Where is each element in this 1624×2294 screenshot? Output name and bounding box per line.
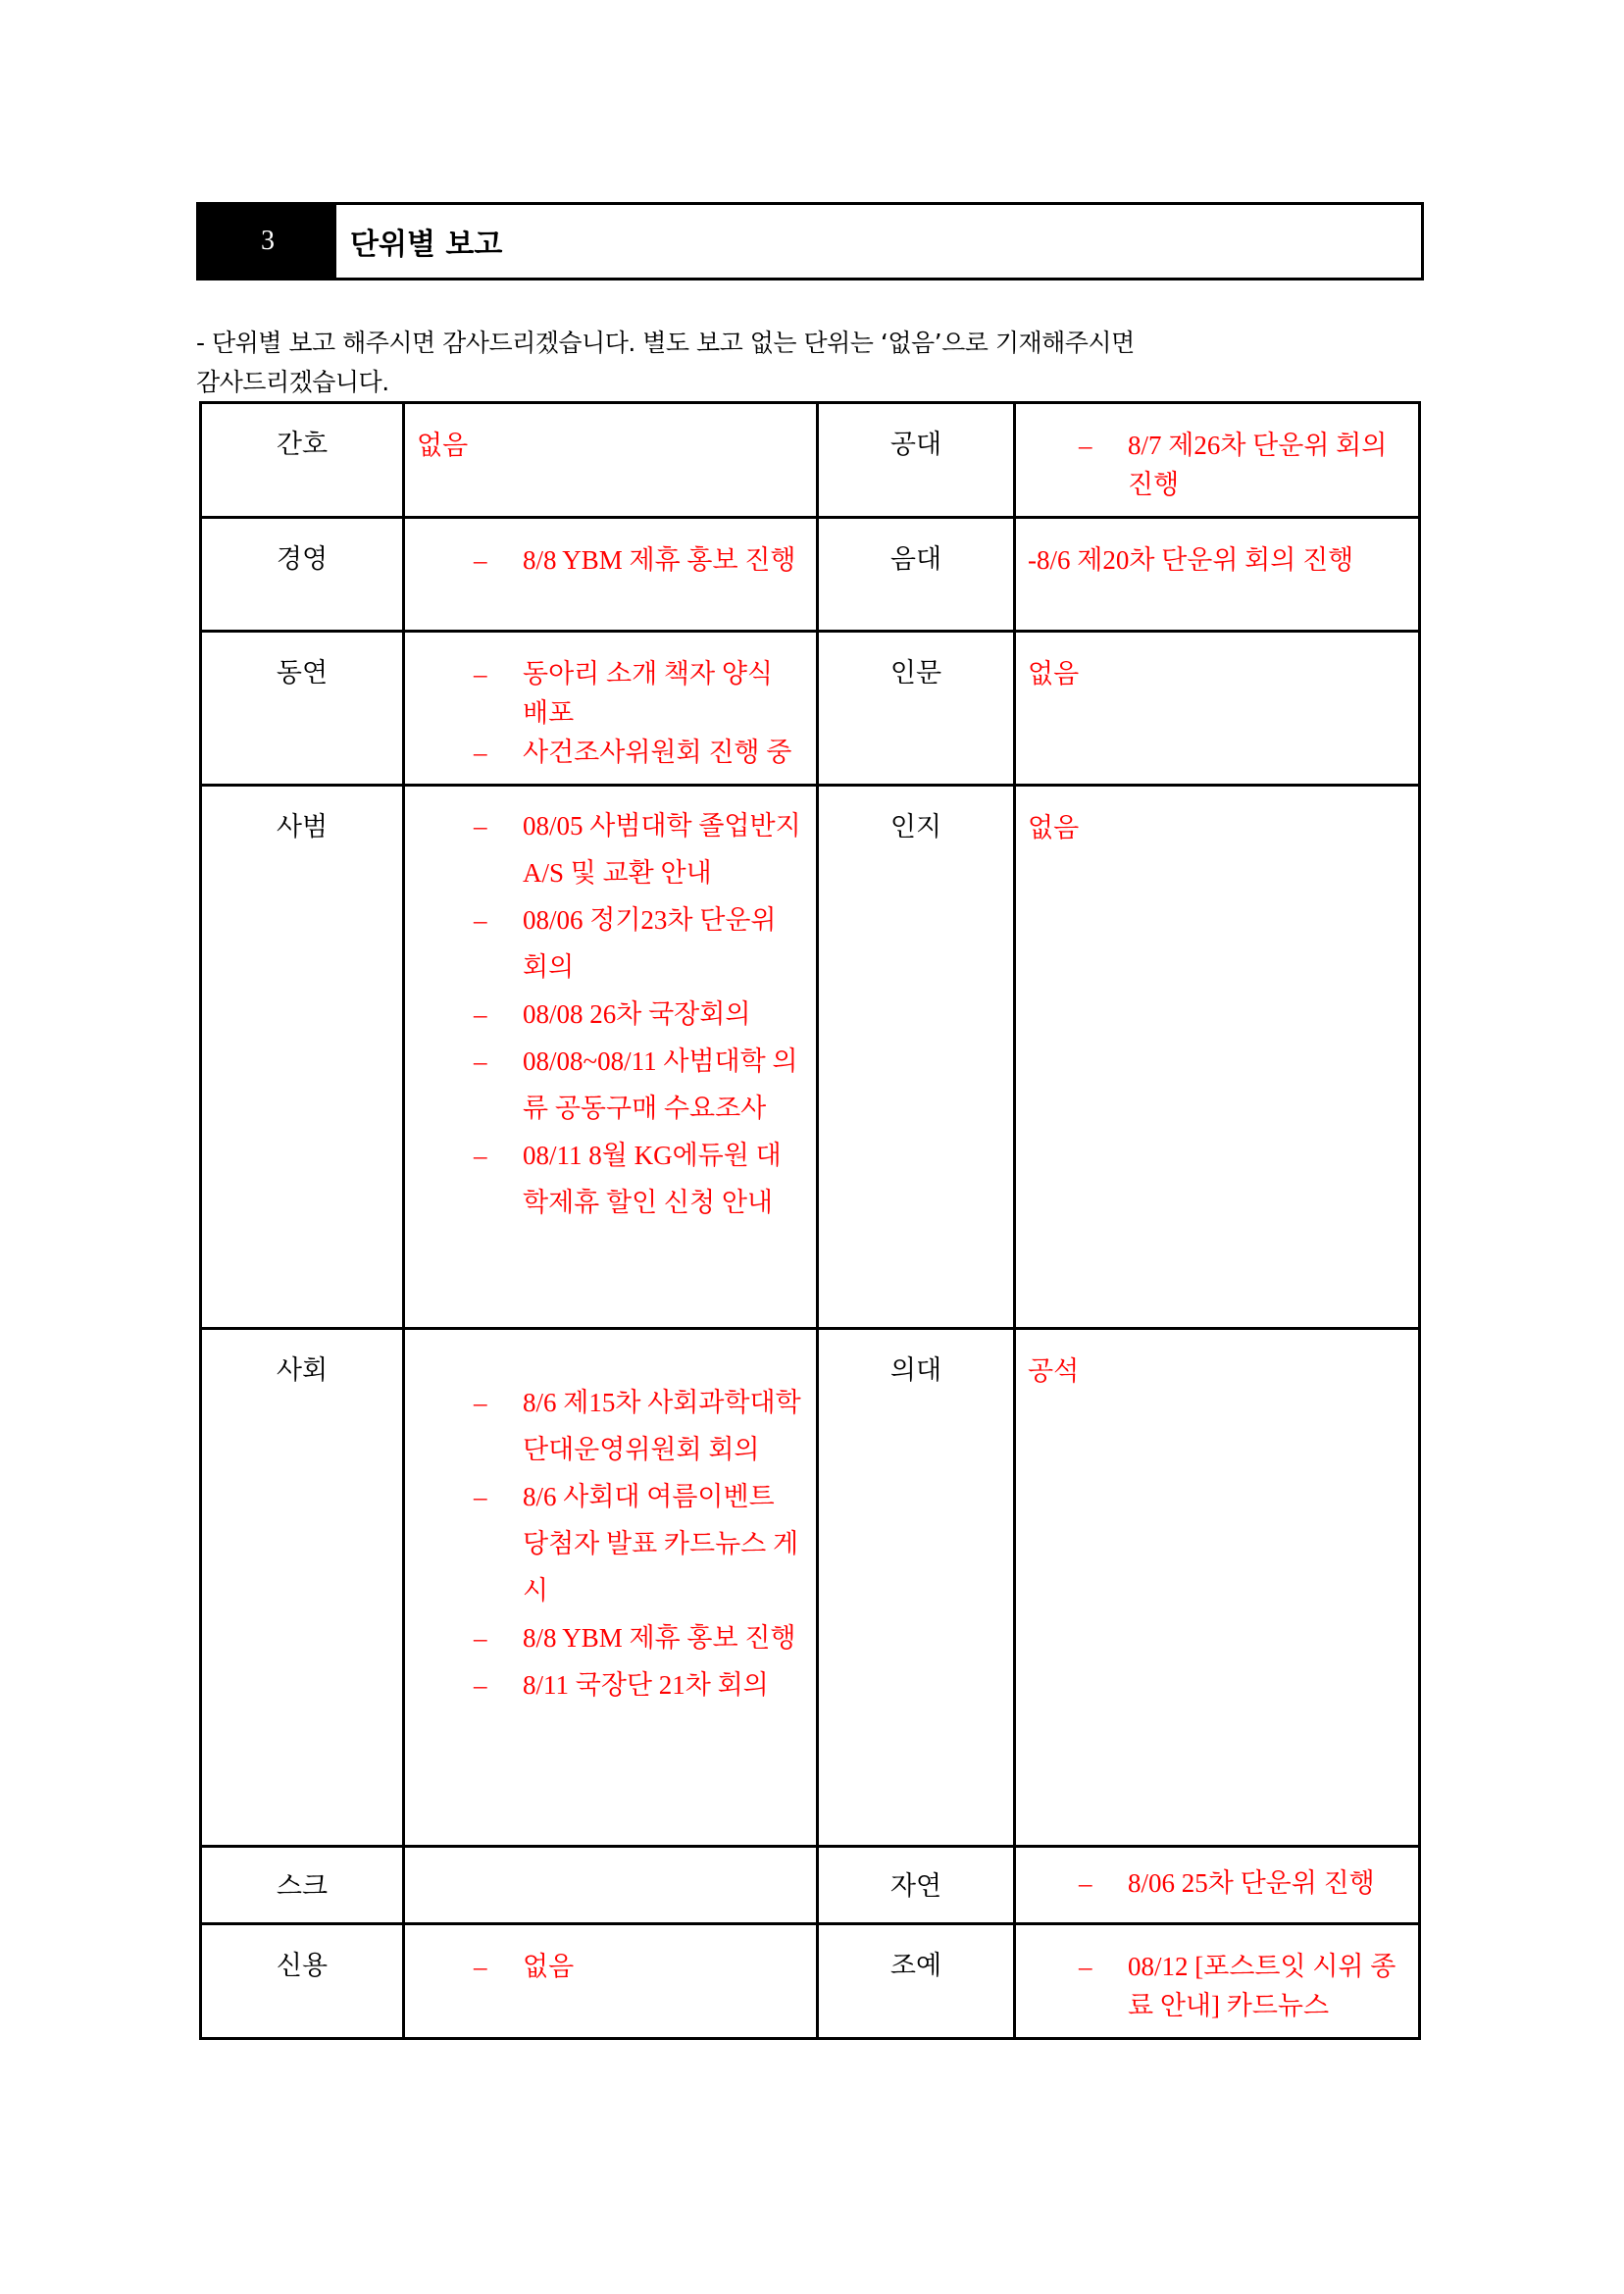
table-row — [201, 632, 1420, 786]
report-cell: 없음 — [1015, 632, 1420, 786]
unit-name-cell: 스크 — [201, 1847, 404, 1924]
report-cell — [404, 1847, 818, 1924]
report-cell: 공석 — [1015, 1329, 1420, 1847]
section-number: 3 — [199, 205, 336, 278]
unit-name-cell: 사범 — [201, 786, 404, 1329]
unit-name-cell: 사회 — [201, 1329, 404, 1847]
unit-name-cell: 경영 — [201, 518, 404, 632]
table-row — [201, 1329, 1420, 1847]
unit-name-cell: 인문 — [818, 632, 1015, 786]
report-item: – 08/05 사범대학 졸업반지 A/S 및 교환 안내 — [474, 802, 804, 896]
report-cell — [1015, 1847, 1420, 1924]
table-row — [201, 1924, 1420, 2039]
report-cell — [404, 1924, 818, 2039]
unit-name-cell: 조예 — [818, 1924, 1015, 2039]
report-cell — [1015, 403, 1420, 518]
report-cell: 없음 — [404, 403, 818, 518]
unit-report-table — [199, 401, 1421, 2040]
report-item: – 08/08 26차 국장회의 — [474, 991, 804, 1038]
table-row — [201, 1847, 1420, 1924]
report-item: – 08/11 8월 KG에듀원 대학제휴 할인 신청 안내 — [474, 1132, 804, 1226]
report-item: – 동아리 소개 책자 양식 배포 — [474, 654, 804, 733]
report-item: – 없음 — [474, 1947, 804, 1986]
report-item: – 8/8 YBM 제휴 홍보 진행 — [474, 540, 804, 580]
report-cell — [404, 518, 818, 632]
report-item: – 8/6 사회대 여름이벤트 당첨자 발표 카드뉴스 게시 — [474, 1473, 804, 1614]
report-item: – 8/6 제15차 사회과학대학 단대운영위원회 회의 — [474, 1379, 804, 1473]
report-item: – 08/12 [포스트잇 시위 종료 안내] 카드뉴스 — [1079, 1947, 1406, 2025]
unit-name-cell: 의대 — [818, 1329, 1015, 1847]
report-cell — [404, 632, 818, 786]
report-item: – 사건조사위원회 진행 중 — [474, 733, 804, 772]
section-title: 단위별 보고 — [350, 228, 503, 262]
unit-name-cell: 동연 — [201, 632, 404, 786]
report-cell: 없음 — [1015, 786, 1420, 1329]
report-item: – 8/06 25차 단운위 진행 — [1079, 1863, 1406, 1903]
section-header — [196, 202, 1424, 280]
report-cell — [404, 1329, 818, 1847]
unit-name-cell: 공대 — [818, 403, 1015, 518]
instruction-line-2: 감사드리겠습니다. — [196, 368, 389, 396]
table-row — [201, 786, 1420, 1329]
report-item: – 08/06 정기23차 단운위 회의 — [474, 896, 804, 991]
table-row — [201, 518, 1420, 632]
report-cell — [404, 786, 818, 1329]
unit-name-cell: 자연 — [818, 1847, 1015, 1924]
unit-name-cell: 신용 — [201, 1924, 404, 2039]
report-cell — [1015, 1924, 1420, 2039]
report-item: – 08/08~08/11 사범대학 의류 공동구매 수요조사 — [474, 1038, 804, 1132]
unit-name-cell: 인지 — [818, 786, 1015, 1329]
report-cell: -8/6 제20차 단운위 회의 진행 — [1015, 518, 1420, 632]
instruction-note — [196, 324, 1373, 402]
unit-name-cell: 간호 — [201, 403, 404, 518]
report-item: – 8/8 YBM 제휴 홍보 진행 — [474, 1614, 804, 1661]
table-row — [201, 403, 1420, 518]
unit-name-cell: 음대 — [818, 518, 1015, 632]
instruction-line-1: - 단위별 보고 해주시면 감사드리겠습니다. 별도 보고 없는 단위는 ‘없음’으로 기재해주시면 — [196, 329, 1135, 357]
report-item: – 8/11 국장단 21차 회의 — [474, 1661, 804, 1708]
report-item: – 8/7 제26차 단운위 회의 진행 — [1079, 426, 1406, 504]
